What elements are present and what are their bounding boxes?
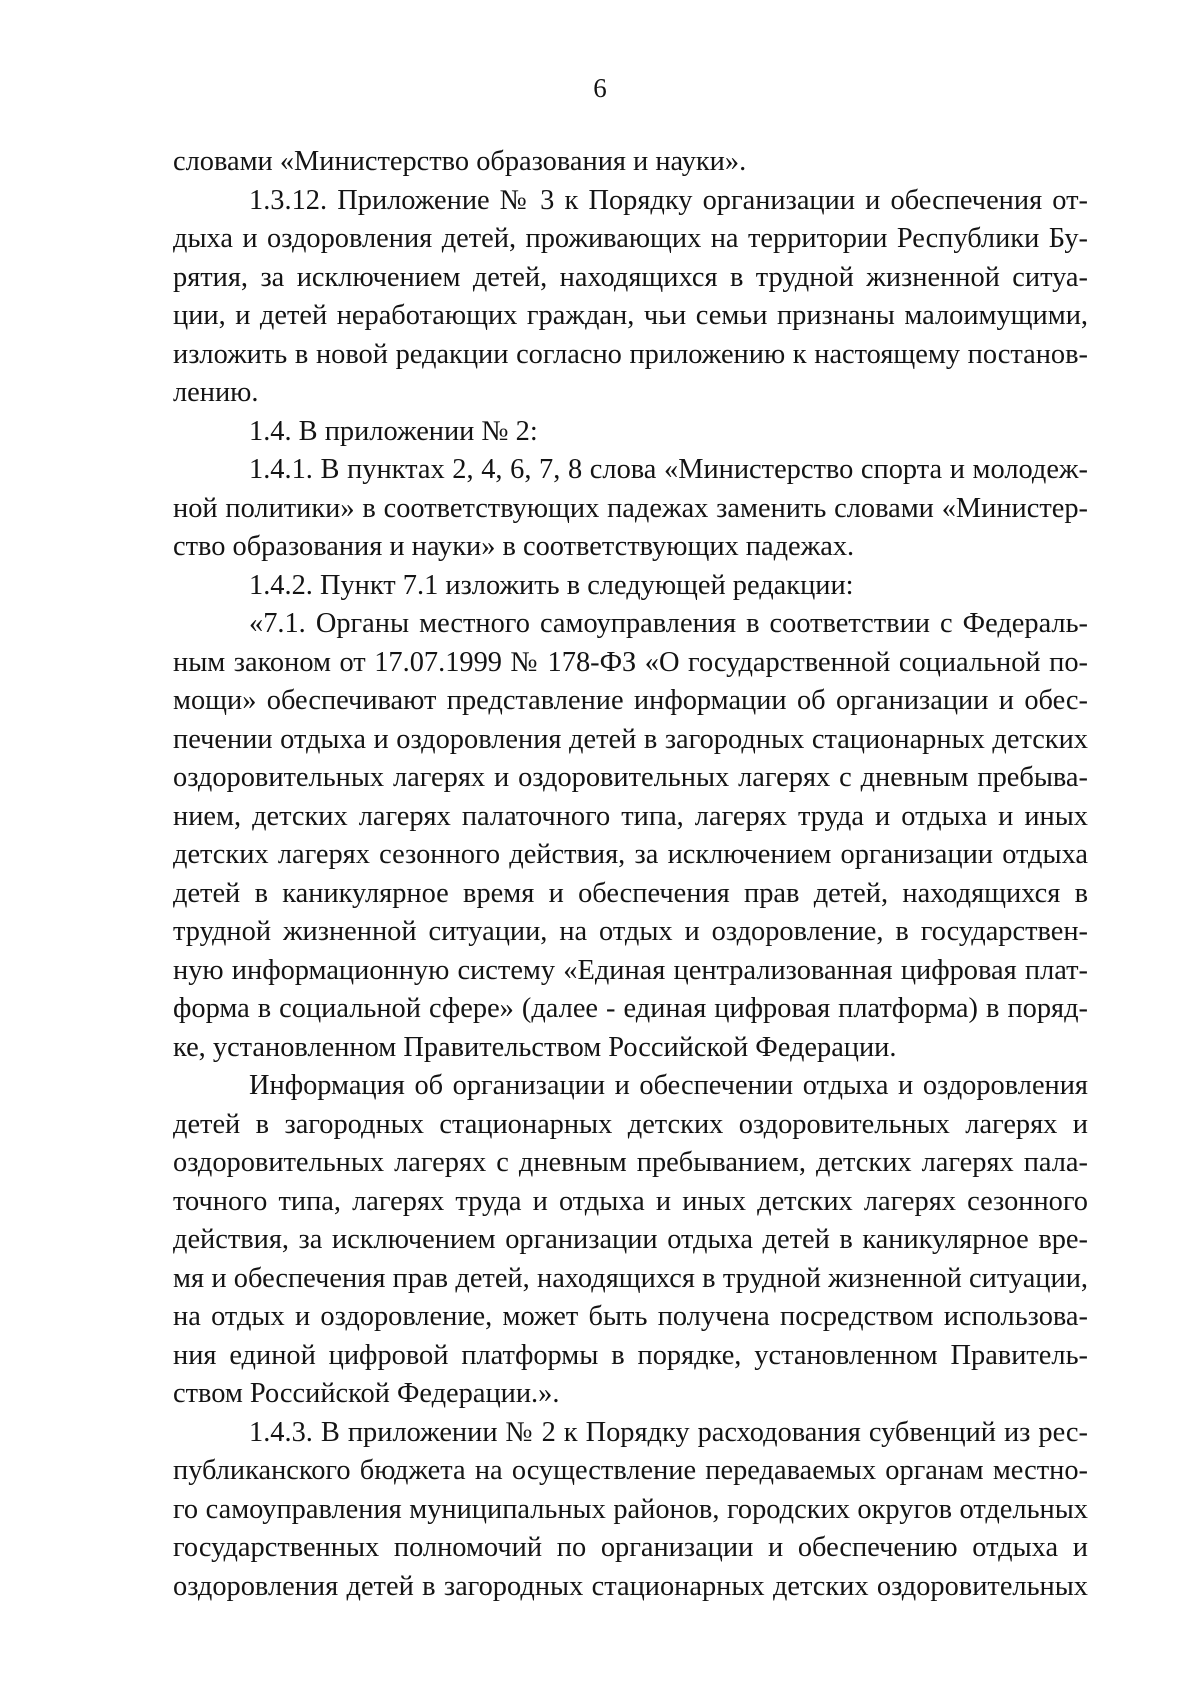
paragraph-continuation: словами «Министерство образования и науки». [173, 146, 747, 177]
paragraph-1-4-2: 1.4.2. Пункт 7.1 изложить в следующей редакции: [249, 569, 854, 601]
paragraph-1-4: 1.4. В приложении № 2: [249, 415, 538, 447]
document-body [173, 143, 1088, 1606]
paragraph-1-4-3: 1.4.3. В приложении № 2 к Порядку расходования субвенций из республиканского бюджета на осуществление передаваемых органам местного самоуправления муниципальных районов, городских округов отдельных государственных полномочий по организации и обеспечению отдыха и оздоровления детей в загородных стационарных детских оздоровительных [173, 1416, 1088, 1602]
paragraph-1-3-12: 1.3.12. Приложение № 3 к Порядку организации и обеспечения отдыха и оздоровления детей, проживающих на территории Республики Бурятия, за исключением детей, находящихся в трудной жизненной ситуации, и детей неработающих граждан, чьи семьи признаны малоимущими, изложить в новой редакции согласно приложению к настоящему постановлению. [173, 184, 1088, 408]
page-number: 6 [593, 73, 607, 103]
paragraph-information: Информация об организации и обеспечении отдыха и оздоровления детей в загородных стационарных детских оздоровительных лагерях и оздоровительных лагерях с дневным пребыванием, детских лагерях палаточного типа, лагерях труда и отдыха и иных детских лагерях сезонного действия, за исключением организации отдыха детей в каникулярное время и обеспечения прав детей, находящихся в трудной жизненной ситуации, на отдых и оздоровление, может быть получена посредством использования единой цифровой платформы в порядке, установленном Правительством Российской Федерации.». [173, 1070, 1088, 1409]
paragraph-1-4-1: 1.4.1. В пунктах 2, 4, 6, 7, 8 слова «Министерство спорта и молодежной политики» в соответствующих падежах заменить словами «Министерство образования и науки» в соответствующих падежах. [173, 454, 1088, 562]
paragraph-7-1: «7.1. Органы местного самоуправления в соответствии с Федеральным законом от 17.07.1999 № 178-ФЗ «О государственной социальной помощи» обеспечивают представление информации об организации и обеспечении отдыха и оздоровления детей в загородных стационарных детских оздоровительных лагерях и оздоровительных лагерях с дневным пребыванием, детских лагерях палаточного типа, лагерях труда и отдыха и иных детских лагерях сезонного действия, за исключением организации отдыха детей в каникулярное время и обеспечения прав детей, находящихся в трудной жизненной ситуации, на отдых и оздоровление, в государственную информационную систему «Единая централизованная цифровая платформа в социальной сфере» (далее - единая цифровая платформа) в порядке, установленном Правительством Российской Федерации. [173, 608, 1088, 1063]
